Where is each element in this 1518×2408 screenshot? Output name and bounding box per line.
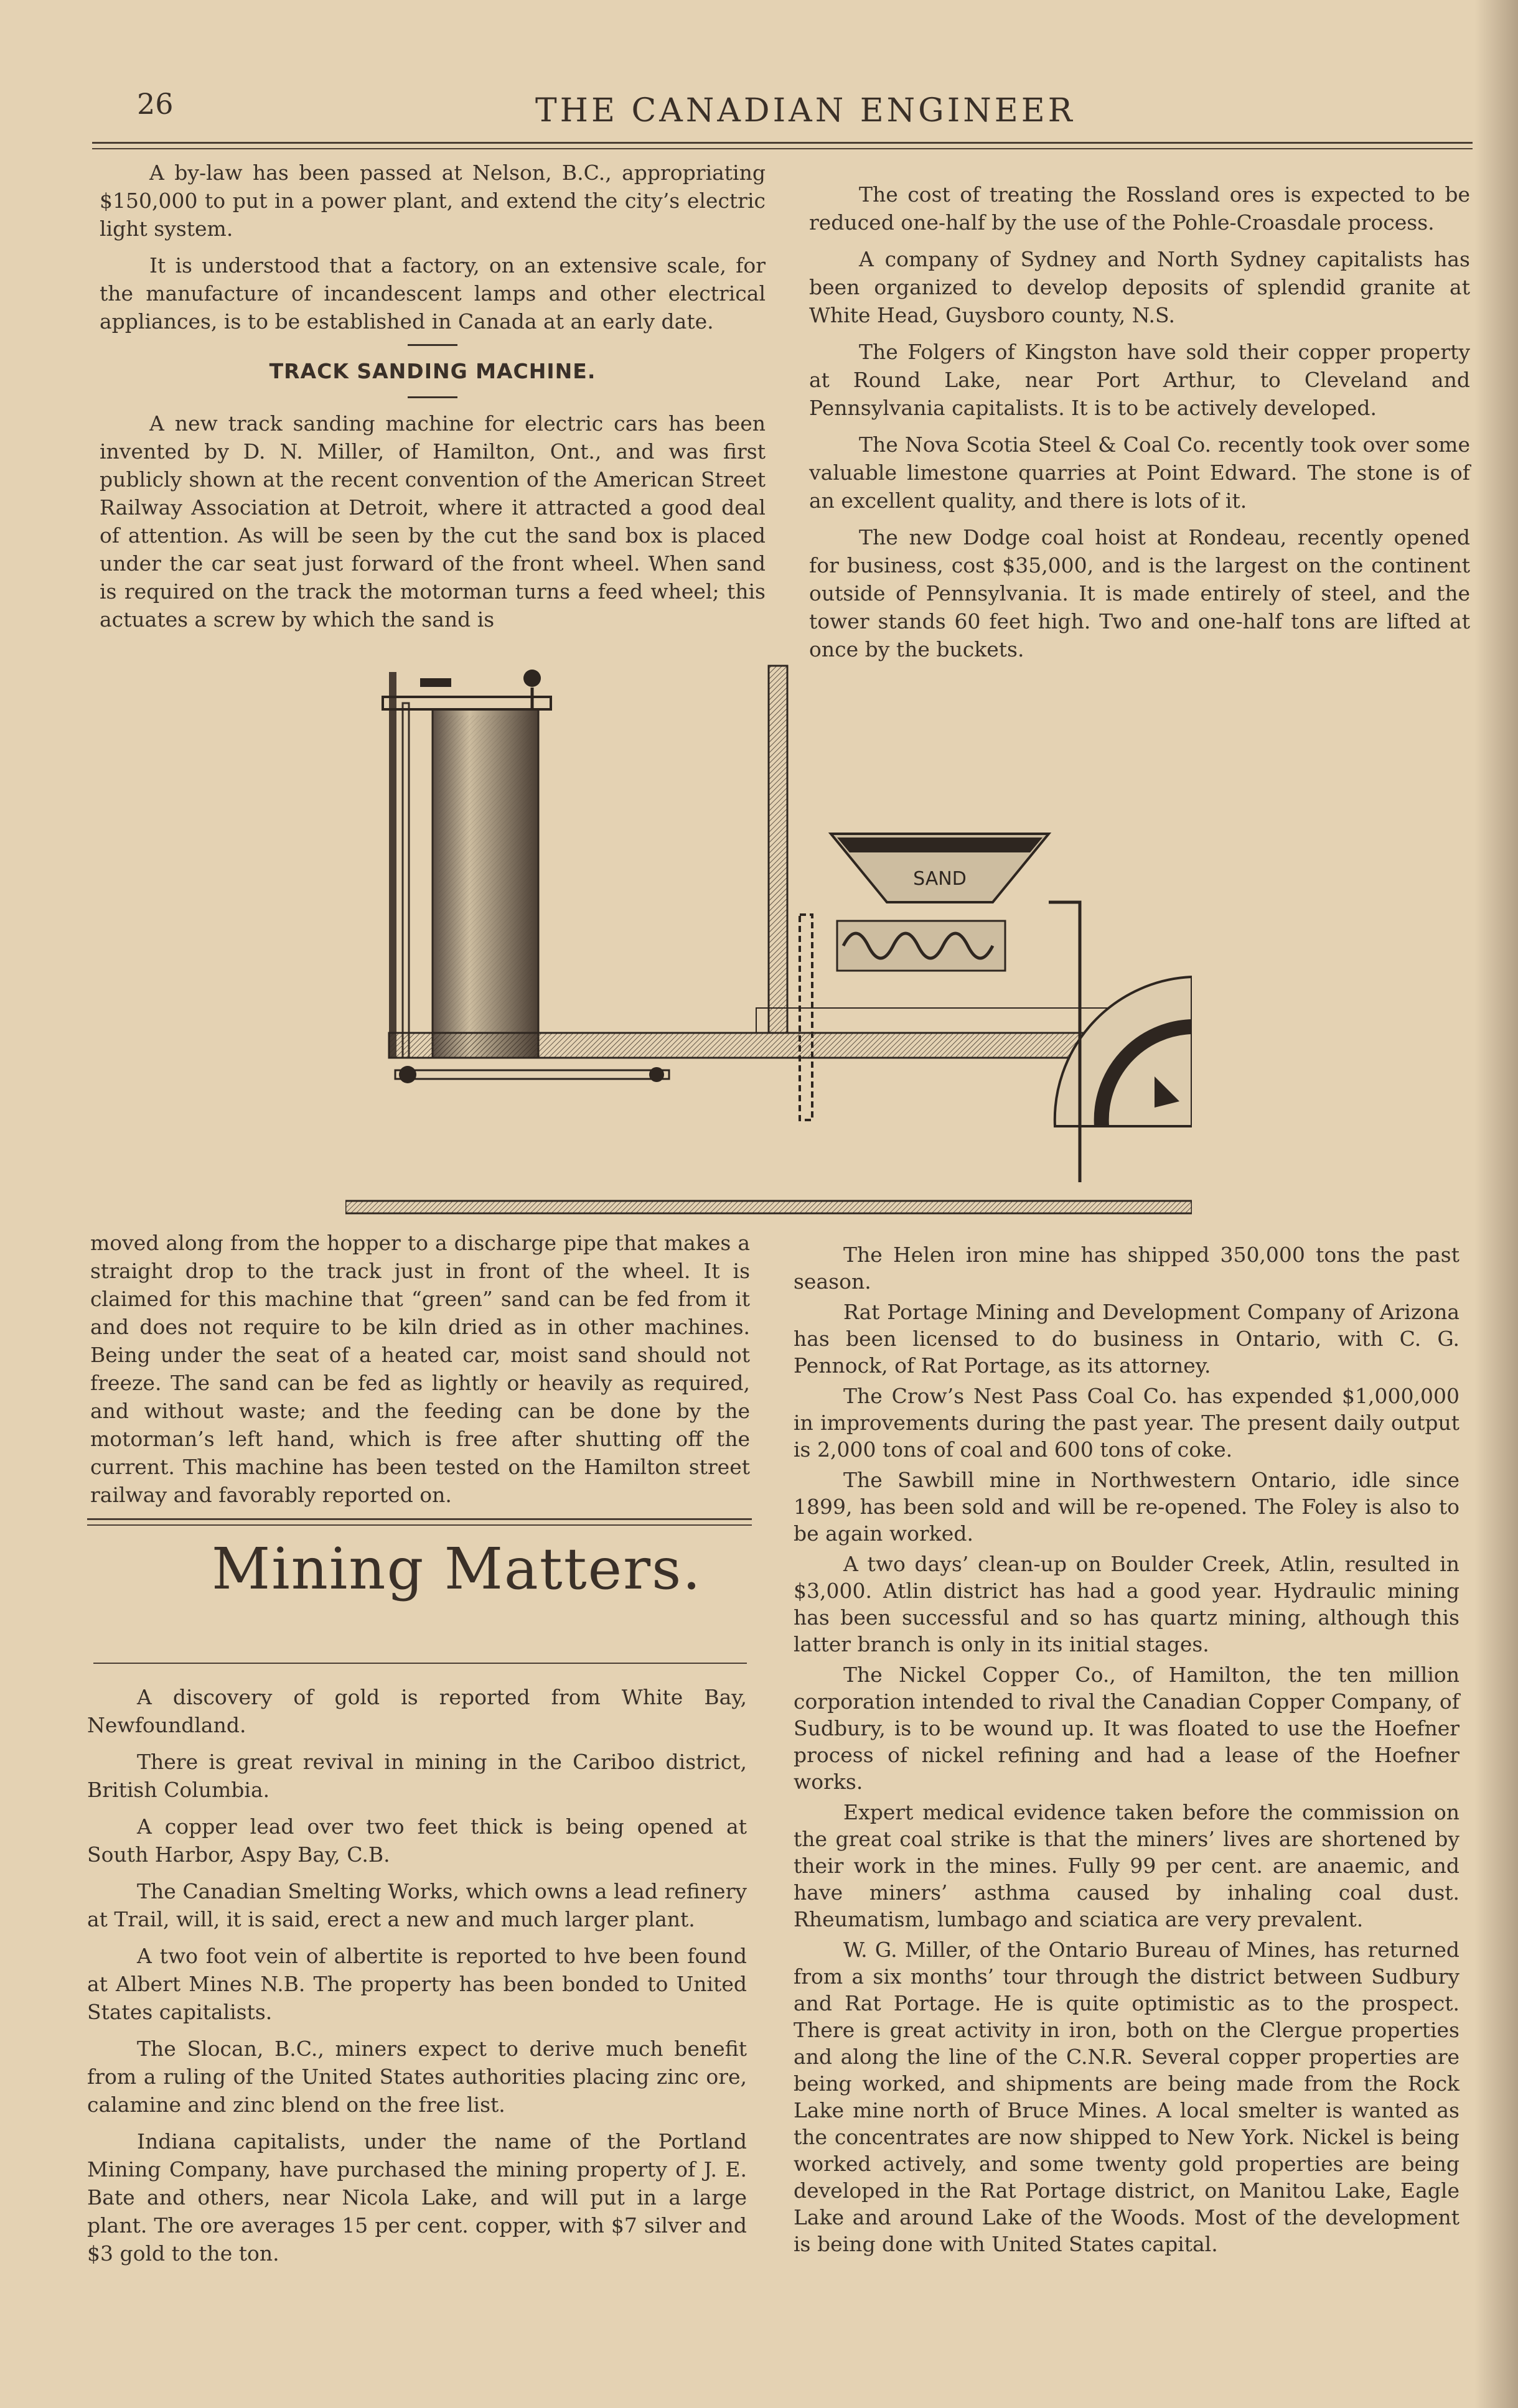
paragraph: It is understood that a factory, on an extensive scale, for the manufacture of incandescent lamps and other electrical appliances, is to be established in Canada at an early date. bbox=[100, 253, 766, 334]
paragraph: The cost of treating the Rossland ores is expected to be reduced one-half by the use of the Pohle-Croasdale process. bbox=[809, 182, 1470, 235]
car-floor-beam bbox=[389, 1033, 1186, 1058]
paragraph: The new Dodge coal hoist at Rondeau, recently opened for business, cost $35,000, and is the largest on the continent outside of Pennsylvania. It is made entirely of steel, and the tower stands 60 feet high. Two and one-half tons are lifted at once by the buckets. bbox=[809, 525, 1470, 661]
divider bbox=[408, 344, 457, 346]
paragraph: There is great revival in mining in the Cariboo district, British Columbia. bbox=[87, 1750, 747, 1802]
paragraph: The Folgers of Kingston have sold their copper property at Round Lake, near Port Arthur, to Cleveland and Pennsylvania capitalists. It is to be actively developed. bbox=[809, 340, 1470, 420]
page-edge-shadow bbox=[1474, 0, 1518, 2408]
left-top-column bbox=[100, 159, 766, 642]
page-number: 26 bbox=[137, 87, 174, 121]
article-body: A new track sanding machine for electric cars has been invented by D. N. Miller, of Hamilton, Ont., and was first publicly shown at the recent convention of the American Street Railway Association at Detroit, where it attracted a good deal of attention. As will be seen by the cut the sand box is placed under the car seat just forward of the front wheel. When sand is required on the track the motorman turns a feed wheel; this actuates a screw by which the sand is bbox=[100, 411, 766, 632]
paragraph: A company of Sydney and North Sydney capitalists has been organized to develop deposits of splendid granite at White Head, Guysboro county, N.S. bbox=[809, 247, 1470, 327]
section-divider bbox=[87, 1524, 752, 1526]
paragraph: W. G. Miller, of the Ontario Bureau of Mines, has returned from a six months’ tour through the district between Sudbury and Rat Portage. He is quite optimistic as to the prospect. There is great activity in iron, both on the Clergue properties and along the line of the C.N.R. Several copper properties are being worked, and shipments are being made from the Rock Lake mine north of Bruce Mines. A local smelter is wanted as the concentrates are now shipped to New York. Nickel is being worked actively, and some twenty gold properties are being developed in the Rat Portage district, on Manitou Lake, Eagle Lake and around Lake of the Woods. Most of the development is being done with United States capital. bbox=[794, 1938, 1459, 2256]
hopper-label: SAND bbox=[913, 868, 967, 890]
paragraph: The Nickel Copper Co., of Hamilton, the ten million corporation intended to rival the Canadian Copper Company, of Sudbury, is to be wound up. It was floated to use the Hoefner process of nickel refining and had a lease of the Hoefner works. bbox=[794, 1663, 1459, 1794]
paragraph: The Sawbill mine in Northwestern Ontario, idle since 1899, has been sold and will be re-opened. The Foley is also to be again worked. bbox=[794, 1468, 1459, 1546]
paragraph: The Slocan, B.C., miners expect to derive much benefit from a ruling of the United States authorities placing zinc ore, calamine and zinc blend on the free list. bbox=[87, 2037, 747, 2117]
paragraph: A discovery of gold is reported from White Bay, Newfoundland. bbox=[87, 1685, 747, 1737]
section-divider bbox=[87, 1518, 752, 1520]
paragraph: A by-law has been passed at Nelson, B.C., appropriating $150,000 to put in a power plant, and extend the city’s electric light system. bbox=[100, 161, 766, 241]
paragraph: The Crow’s Nest Pass Coal Co. has expended $1,000,000 in improvements during the past year. The present daily output is 2,000 tons of coal and 600 tons of coke. bbox=[794, 1384, 1459, 1462]
paragraph: Rat Portage Mining and Development Company of Arizona has been licensed to do business in Ontario, with C. G. Pennock, of Rat Portage, as its attorney. bbox=[794, 1300, 1459, 1378]
right-bottom-column bbox=[794, 1241, 1459, 2261]
paragraph: The Helen iron mine has shipped 350,000 tons the past season. bbox=[794, 1243, 1459, 1294]
paragraph: Expert medical evidence taken before the commission on the great coal strike is that the miners’ lives are shortened by their work in the mines. Fully 99 per cent. are anaemic, and have miners’ asthma caused by inhaling coal dust. Rheumatism, lumbago and sciatica are very prevalent. bbox=[794, 1800, 1459, 1931]
paragraph: A two foot vein of albertite is reported to hve been found at Albert Mines N.B. The property has been bonded to United States capitalists. bbox=[87, 1944, 747, 2024]
drive-chain bbox=[800, 915, 812, 1120]
right-top-column bbox=[809, 180, 1470, 672]
article-continuation: moved along from the hopper to a discharge pipe that makes a straight drop to the track just in front of the wheel. It is claimed for this machine that “green” sand can be fed from it and does not require to be kiln dried as in other machines. Being under the seat of a heated car, moist sand should not freeze. The sand can be fed as lightly or heavily as required, and without waste; and the feeding can be done by the motorman’s left hand, which is free after shutting off the current. This machine has been tested on the Hamilton street railway and favorably reported on. bbox=[90, 1231, 750, 1507]
header-rule bbox=[92, 148, 1473, 149]
track-rail bbox=[345, 1201, 1192, 1213]
paragraph: A two days’ clean-up on Boulder Creek, Atlin, resulted in $3,000. Atlin district has had a good year. Hydraulic mining has been successful and so has quartz mining, although this latter branch is only in its initial stages. bbox=[794, 1552, 1459, 1656]
divider bbox=[408, 396, 457, 398]
mining-matters-column bbox=[87, 1683, 747, 2276]
sanding-machine-illustration bbox=[345, 653, 1192, 1235]
frame-post bbox=[769, 666, 787, 1033]
paragraph: Indiana capitalists, under the name of the Portland Mining Company, have purchased the mining property of J. E. Bate and others, near Nicola Lake, and will put in a large plant. The ore averages 15 per cent. copper, with $7 silver and $3 gold to the ton. bbox=[87, 2129, 747, 2266]
screw-conveyor bbox=[837, 921, 1005, 971]
article-heading: TRACK SANDING MACHINE. bbox=[269, 359, 596, 383]
left-bottom-column bbox=[90, 1229, 750, 1518]
section-divider bbox=[93, 1663, 747, 1664]
paragraph: A copper lead over two feet thick is being opened at South Harbor, Aspy Bay, C.B. bbox=[87, 1814, 747, 1867]
paragraph: The Canadian Smelting Works, which owns a lead refinery at Trail, will, it is said, erect a new and much larger plant. bbox=[87, 1879, 747, 1931]
paragraph: The Nova Scotia Steel & Coal Co. recently took over some valuable limestone quarries at Point Edward. The stone is of an excellent quality, and there is lots of it. bbox=[809, 432, 1470, 513]
masthead: THE CANADIAN ENGINEER bbox=[535, 92, 1075, 129]
section-title: Mining Matters. bbox=[212, 1536, 702, 1602]
header-rule bbox=[92, 142, 1473, 144]
